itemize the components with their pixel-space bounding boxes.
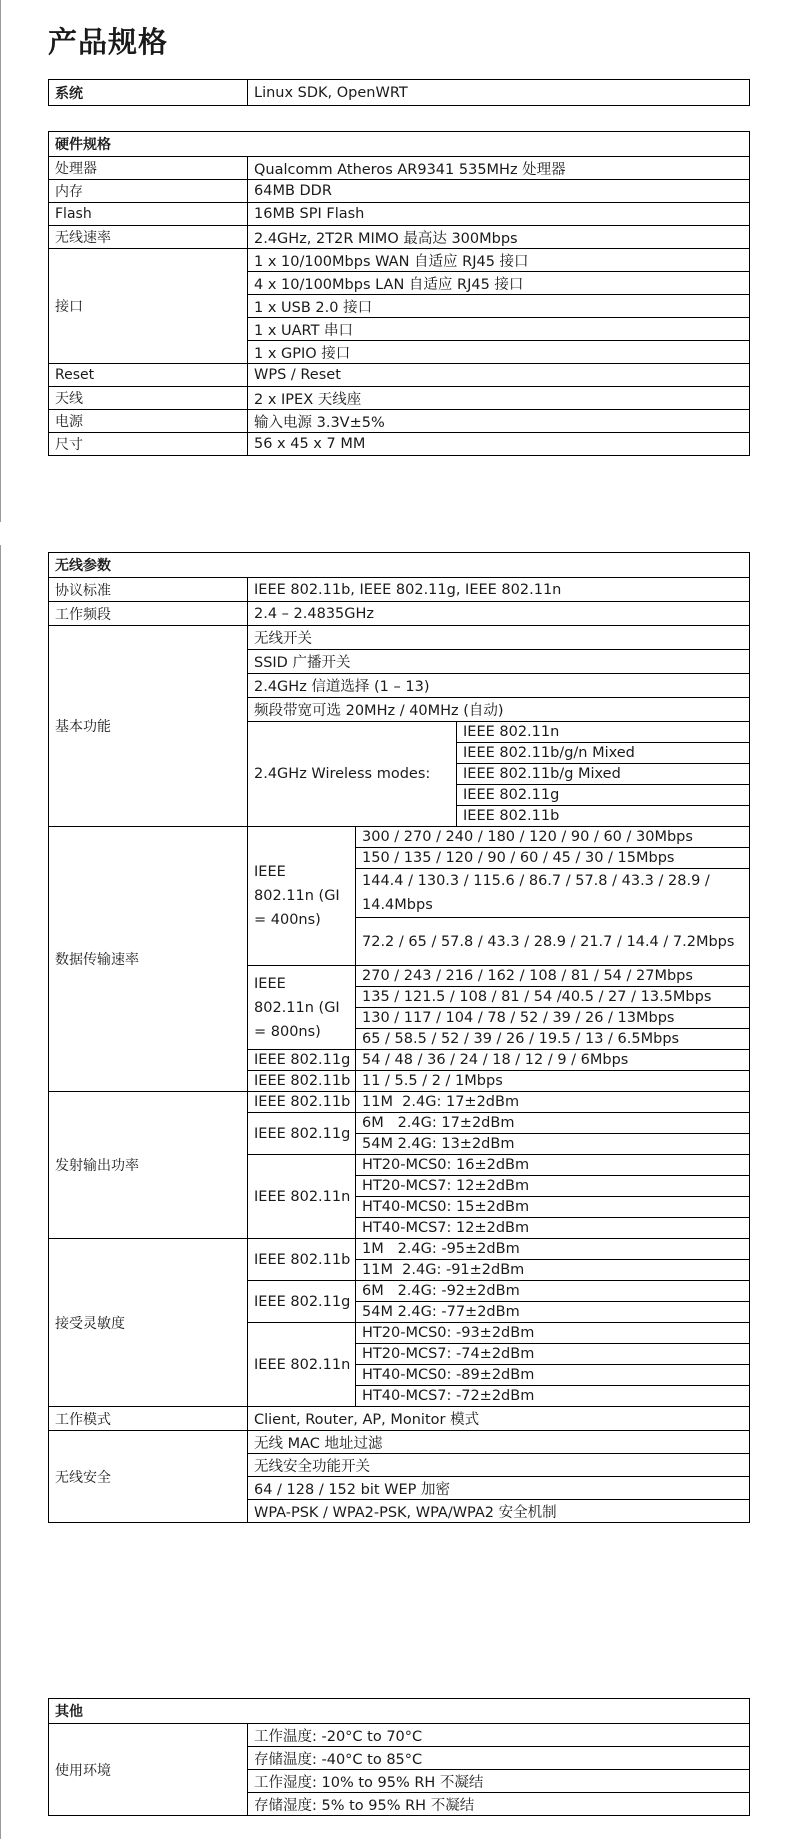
- section-title: 其他: [49, 1699, 750, 1724]
- power-value: HT40-MCS7: -72±2dBm: [356, 1386, 750, 1407]
- spec-value: 存储温度: -40°C to 85°C: [248, 1747, 750, 1770]
- spec-label: 数据传输速率: [49, 827, 248, 1092]
- spec-label: 内存: [49, 180, 248, 203]
- spec-value: 无线 MAC 地址过滤: [248, 1431, 750, 1454]
- spec-value: SSID 广播开关: [248, 650, 750, 674]
- rate-value: 135 / 121.5 / 108 / 81 / 54 /40.5 / 27 / 13.5Mbps: [356, 987, 750, 1008]
- spec-value: 无线安全功能开关: [248, 1454, 750, 1477]
- power-value: 6M 2.4G: -92±2dBm: [356, 1281, 750, 1302]
- system-label: 系统: [49, 80, 248, 106]
- spec-value: 工作湿度: 10% to 95% RH 不凝结: [248, 1770, 750, 1793]
- spec-label: 天线: [49, 387, 248, 410]
- spec-value: 存储湿度: 5% to 95% RH 不凝结: [248, 1793, 750, 1816]
- spec-value: WPA-PSK / WPA2-PSK, WPA/WPA2 安全机制: [248, 1500, 750, 1523]
- spec-value: 1 x 10/100Mbps WAN 自适应 RJ45 接口: [248, 249, 750, 272]
- spec-value: 无线开关: [248, 626, 750, 650]
- spec-row: [49, 1431, 750, 1454]
- power-value: HT20-MCS7: -74±2dBm: [356, 1344, 750, 1365]
- spec-row: [49, 157, 750, 180]
- section-title: 硬件规格: [49, 132, 750, 157]
- standard-label: IEEE 802.11g: [248, 1050, 356, 1071]
- standard-label: IEEE 802.11b: [248, 1092, 356, 1113]
- spec-row: [49, 626, 750, 650]
- spec-value: 16MB SPI Flash: [248, 203, 750, 226]
- standard-label: IEEE 802.11g: [248, 1113, 356, 1155]
- spec-value: 1 x UART 串口: [248, 318, 750, 341]
- spec-value: 56 x 45 x 7 MM: [248, 433, 750, 456]
- spec-value: 2.4GHz 信道选择 (1 – 13): [248, 674, 750, 698]
- system-table: [48, 79, 750, 106]
- rate-value: 11 / 5.5 / 2 / 1Mbps: [356, 1071, 750, 1092]
- wireless-mode-item: IEEE 802.11b/g Mixed: [457, 764, 750, 785]
- spec-value: Client, Router, AP, Monitor 模式: [248, 1407, 750, 1431]
- spec-label: 无线速率: [49, 226, 248, 249]
- spec-row: [49, 203, 750, 226]
- spec-row: [49, 364, 750, 387]
- wireless-mode-item: IEEE 802.11b/g/n Mixed: [457, 743, 750, 764]
- standard-label: IEEE 802.11g: [248, 1281, 356, 1323]
- power-value: 1M 2.4G: -95±2dBm: [356, 1239, 750, 1260]
- spec-value: 工作温度: -20°C to 70°C: [248, 1724, 750, 1747]
- spec-label: 接口: [49, 249, 248, 364]
- standard-label: IEEE 802.11n (GI = 400ns): [248, 827, 356, 966]
- wireless-modes-label: 2.4GHz Wireless modes:: [248, 722, 457, 827]
- wireless-mode-item: IEEE 802.11b: [457, 806, 750, 827]
- power-value: 11M 2.4G: 17±2dBm: [356, 1092, 750, 1113]
- spec-value: 1 x GPIO 接口: [248, 341, 750, 364]
- spec-label: 发射输出功率: [49, 1092, 248, 1239]
- spec-row: [49, 249, 750, 272]
- spec-row: [49, 578, 750, 602]
- spec-value: 1 x USB 2.0 接口: [248, 295, 750, 318]
- spec-value: 64 / 128 / 152 bit WEP 加密: [248, 1477, 750, 1500]
- spec-value: WPS / Reset: [248, 364, 750, 387]
- spec-value: 输入电源 3.3V±5%: [248, 410, 750, 433]
- spec-value: 2.4GHz, 2T2R MIMO 最高达 300Mbps: [248, 226, 750, 249]
- rate-value: 54 / 48 / 36 / 24 / 18 / 12 / 9 / 6Mbps: [356, 1050, 750, 1071]
- spec-label: 使用环境: [49, 1724, 248, 1816]
- spec-row: [49, 387, 750, 410]
- wireless-parameters-table: [48, 552, 750, 1523]
- standard-label: IEEE 802.11n: [248, 1155, 356, 1239]
- rate-value: 72.2 / 65 / 57.8 / 43.3 / 28.9 / 21.7 / 14.4 / 7.2Mbps: [356, 918, 750, 966]
- standard-label: IEEE 802.11n (GI = 800ns): [248, 966, 356, 1050]
- spec-label: Flash: [49, 203, 248, 226]
- spec-label: 电源: [49, 410, 248, 433]
- spec-value: 2.4 – 2.4835GHz: [248, 602, 750, 626]
- spec-value: Qualcomm Atheros AR9341 535MHz 处理器: [248, 157, 750, 180]
- spec-value: 64MB DDR: [248, 180, 750, 203]
- spec-value: 2 x IPEX 天线座: [248, 387, 750, 410]
- standard-label: IEEE 802.11n: [248, 1323, 356, 1407]
- other-spec-table: [48, 1698, 750, 1816]
- standard-label: IEEE 802.11b: [248, 1071, 356, 1092]
- left-margin-rule: [0, 0, 1, 522]
- power-value: HT20-MCS0: -93±2dBm: [356, 1323, 750, 1344]
- rate-value: 144.4 / 130.3 / 115.6 / 86.7 / 57.8 / 43.3 / 28.9 / 14.4Mbps: [356, 869, 750, 918]
- power-value: HT40-MCS7: 12±2dBm: [356, 1218, 750, 1239]
- spec-label: Reset: [49, 364, 248, 387]
- rate-value: 300 / 270 / 240 / 180 / 120 / 90 / 60 / 30Mbps: [356, 827, 750, 848]
- power-value: 6M 2.4G: 17±2dBm: [356, 1113, 750, 1134]
- spec-label: 接受灵敏度: [49, 1239, 248, 1407]
- spec-label: 尺寸: [49, 433, 248, 456]
- spec-row: [49, 132, 750, 157]
- wireless-mode-item: IEEE 802.11g: [457, 785, 750, 806]
- power-value: 54M 2.4G: -77±2dBm: [356, 1302, 750, 1323]
- spec-row: [49, 602, 750, 626]
- spec-row: [49, 1092, 750, 1113]
- power-value: HT20-MCS0: 16±2dBm: [356, 1155, 750, 1176]
- page-title: 产品规格: [48, 25, 169, 59]
- spec-label: 处理器: [49, 157, 248, 180]
- spec-row: [49, 827, 750, 848]
- spec-row: [49, 226, 750, 249]
- spec-value: IEEE 802.11b, IEEE 802.11g, IEEE 802.11n: [248, 578, 750, 602]
- rate-value: 270 / 243 / 216 / 162 / 108 / 81 / 54 / 27Mbps: [356, 966, 750, 987]
- spec-label: 协议标准: [49, 578, 248, 602]
- standard-label: IEEE 802.11b: [248, 1239, 356, 1281]
- rate-value: 150 / 135 / 120 / 90 / 60 / 45 / 30 / 15Mbps: [356, 848, 750, 869]
- spec-value: 频段带宽可选 20MHz / 40MHz (自动): [248, 698, 750, 722]
- spec-label: 工作模式: [49, 1407, 248, 1431]
- spec-label: 无线安全: [49, 1431, 248, 1523]
- spec-row: [49, 1239, 750, 1260]
- left-margin-rule: [0, 545, 1, 1839]
- spec-row: [49, 433, 750, 456]
- wireless-mode-item: IEEE 802.11n: [457, 722, 750, 743]
- spec-label: 工作频段: [49, 602, 248, 626]
- rate-value: 65 / 58.5 / 52 / 39 / 26 / 19.5 / 13 / 6.5Mbps: [356, 1029, 750, 1050]
- spec-row: [49, 1407, 750, 1431]
- spec-row: [49, 553, 750, 578]
- power-value: HT40-MCS0: -89±2dBm: [356, 1365, 750, 1386]
- spec-row: [49, 80, 750, 106]
- spec-value: 4 x 10/100Mbps LAN 自适应 RJ45 接口: [248, 272, 750, 295]
- system-value: Linux SDK, OpenWRT: [248, 80, 750, 106]
- hardware-spec-table: [48, 131, 750, 456]
- spec-row: [49, 1724, 750, 1747]
- spec-row: [49, 1699, 750, 1724]
- rate-value: 130 / 117 / 104 / 78 / 52 / 39 / 26 / 13Mbps: [356, 1008, 750, 1029]
- spec-row: [49, 410, 750, 433]
- spec-row: [49, 180, 750, 203]
- spec-label: 基本功能: [49, 626, 248, 827]
- power-value: HT40-MCS0: 15±2dBm: [356, 1197, 750, 1218]
- section-title: 无线参数: [49, 553, 750, 578]
- power-value: HT20-MCS7: 12±2dBm: [356, 1176, 750, 1197]
- power-value: 11M 2.4G: -91±2dBm: [356, 1260, 750, 1281]
- power-value: 54M 2.4G: 13±2dBm: [356, 1134, 750, 1155]
